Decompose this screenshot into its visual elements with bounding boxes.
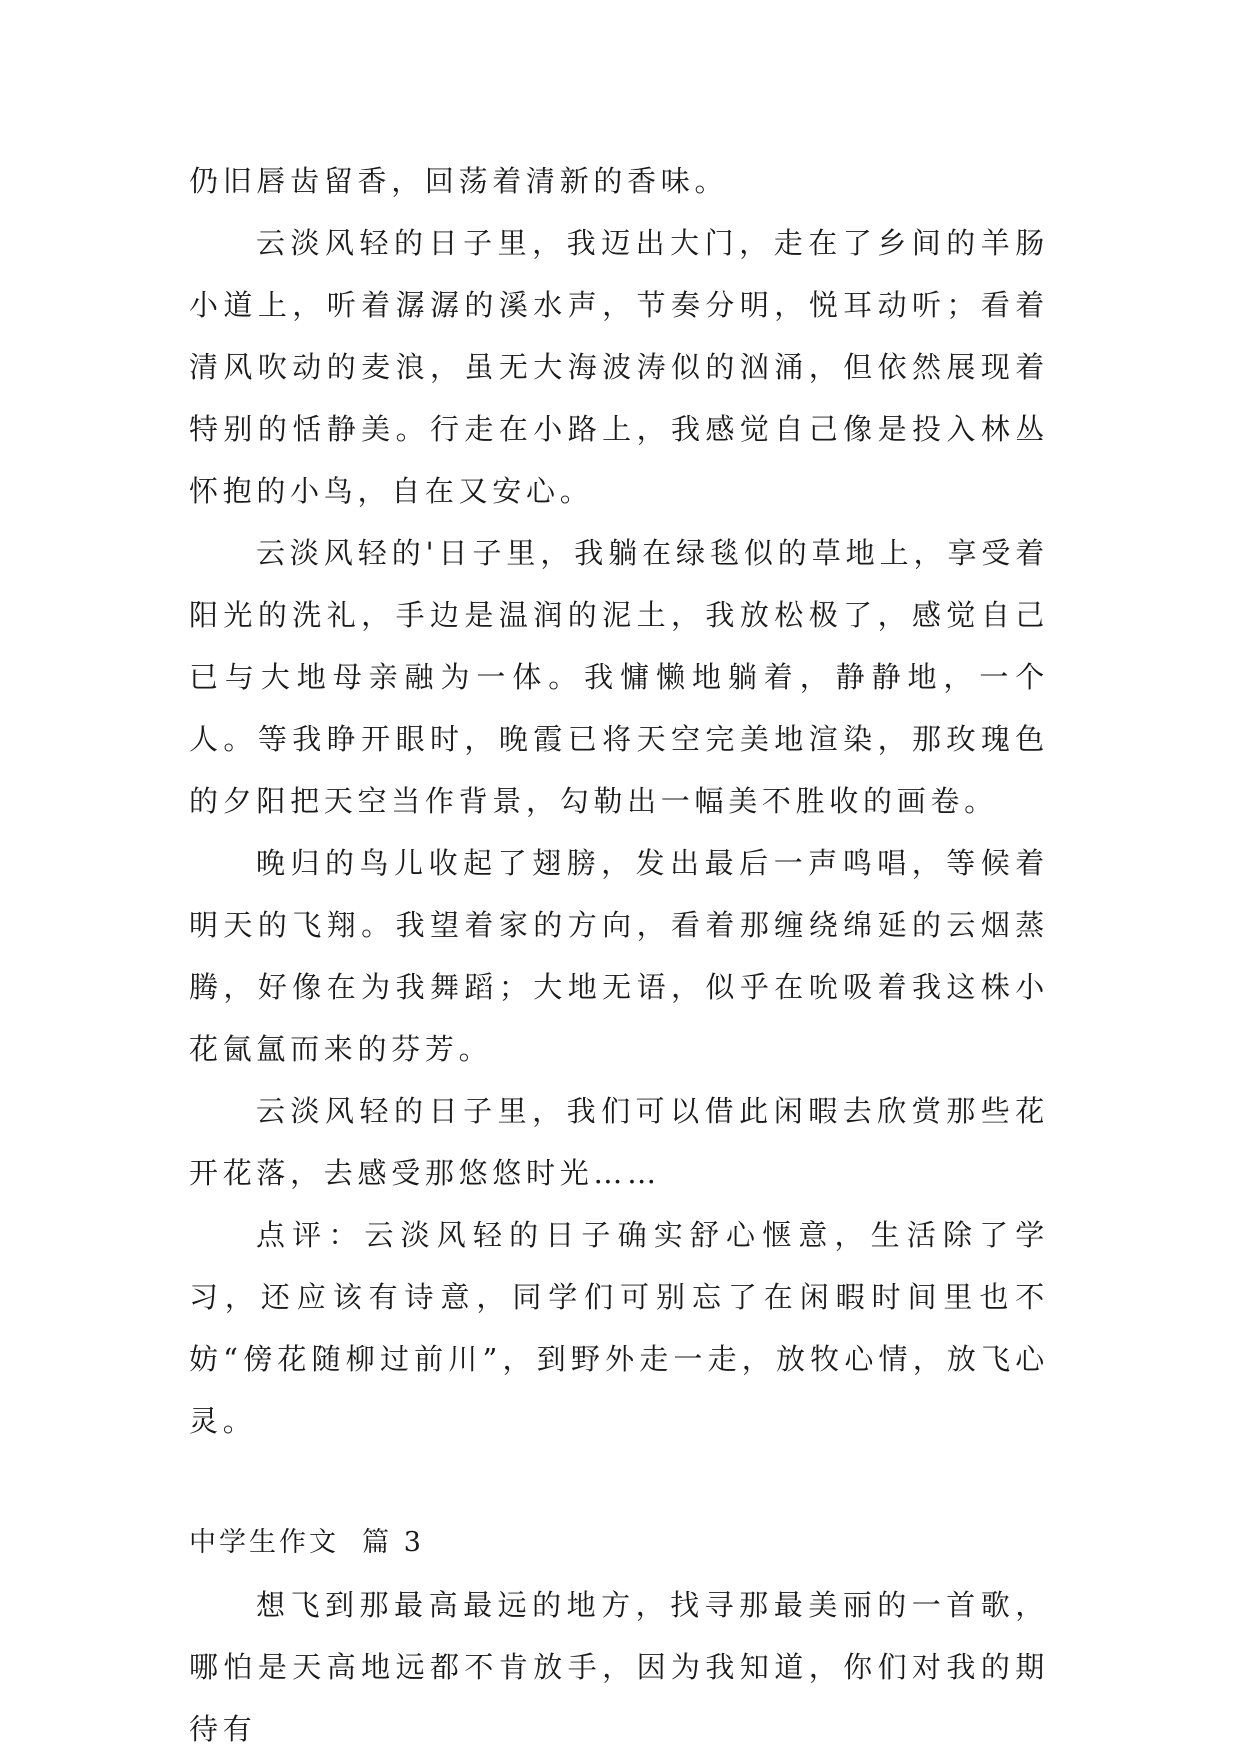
paragraph: 晚归的鸟儿收起了翅膀，发出最后一声鸣唱，等候着明天的飞翔。我望着家的方向，看着那缠绕绵延的云烟蒸腾，好像在为我舞蹈；大地无语，似乎在吮吸着我这株小花氤氲而来的芬芳。 [189, 846, 1049, 1066]
paragraph: 仍旧唇齿留香，回荡着清新的香味。 [189, 164, 729, 198]
paragraph: 云淡风轻的日子里，我们可以借此闲暇去欣赏那些花开花落，去感受那悠悠时光…… [189, 1094, 1049, 1190]
paragraph: 想飞到那最高最远的地方，找寻那最美丽的一首歌，哪怕是天高地远都不肯放手，因为我知道，你们对我的期待有 [189, 1588, 1049, 1746]
section-heading: 中学生作文 篇 3 [189, 1527, 424, 1558]
document-page [189, 150, 1049, 1760]
commentary-paragraph: 点评：云淡风轻的日子确实舒心惬意，生活除了学习，还应该有诗意，同学们可别忘了在闲暇时间里也不妨“傍花随柳过前川”，到野外走一走，放牧心情，放飞心灵。 [189, 1218, 1049, 1438]
paragraph: 云淡风轻的日子里，我迈出大门，走在了乡间的羊肠小道上，听着潺潺的溪水声，节奏分明，悦耳动听；看着清风吹动的麦浪，虽无大海波涛似的汹涌，但依然展现着特别的恬静美。行走在小路上，我感觉自己像是投入林丛怀抱的小鸟，自在又安心。 [189, 226, 1049, 508]
paragraph: 云淡风轻的'日子里，我躺在绿毯似的草地上，享受着阳光的洗礼，手边是温润的泥土，我放松极了，感觉自己已与大地母亲融为一体。我慵懒地躺着，静静地，一个人。等我睁开眼时，晚霞已将天空完美地渲染，那玫瑰色的夕阳把天空当作背景，勾勒出一幅美不胜收的画卷。 [189, 536, 1049, 818]
